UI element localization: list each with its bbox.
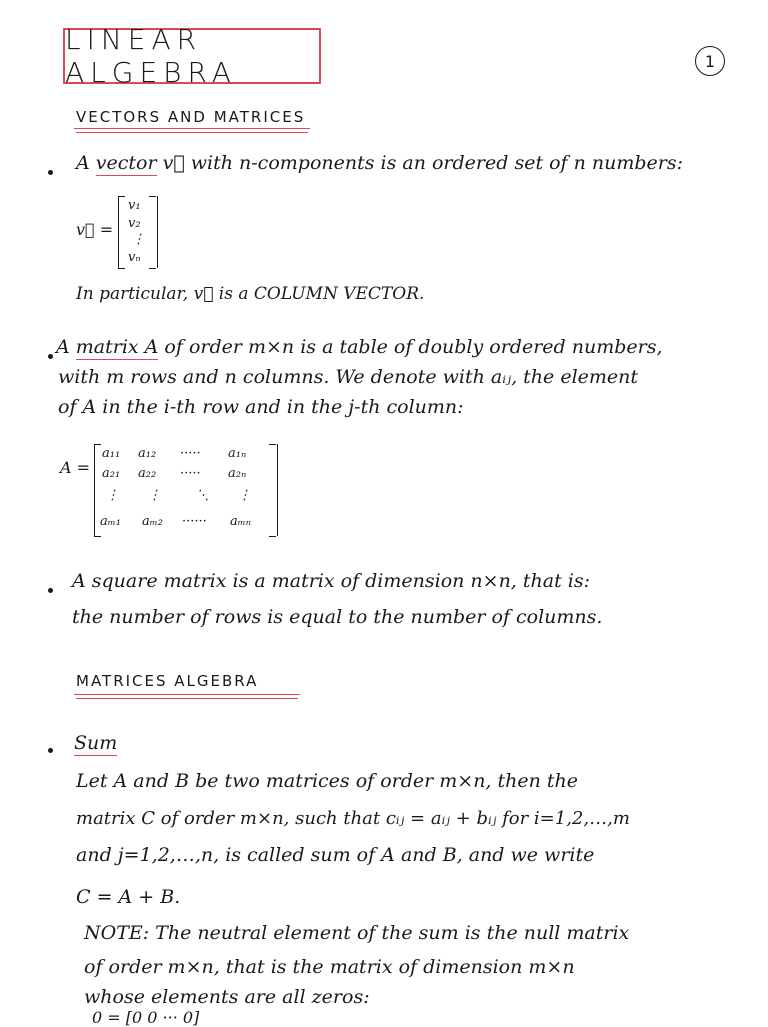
matrix-cell: ⋱ <box>196 488 209 503</box>
bullet <box>48 354 53 359</box>
sum-line-3: and j=1,2,…,n, is called sum of A and B, and we write <box>76 844 595 866</box>
matrix-definition-line-1 <box>56 336 663 358</box>
section-heading-algebra: MATRICES ALGEBRA <box>76 672 259 690</box>
matrix-cell: aₘ₂ <box>142 514 163 529</box>
title-box <box>63 23 321 89</box>
note-line-3: whose elements are all zeros: <box>84 986 370 1008</box>
matrix-cell: a₂ₙ <box>228 466 247 481</box>
note-line-2: of order m×n, that is the matrix of dimension m×n <box>84 956 575 978</box>
matrix-cell: aₘ₁ <box>100 514 121 529</box>
matrix-definition-line-2: with m rows and n columns. We denote with aᵢⱼ, the element <box>58 366 639 388</box>
text-fragment: A <box>76 152 96 174</box>
matrix-cell: aₘₙ <box>230 514 251 529</box>
matrix-cell: a₁₂ <box>138 446 157 461</box>
matrix-cell: a₂₂ <box>138 466 157 481</box>
bracket-tick <box>269 444 276 445</box>
bracket-tick <box>269 536 276 537</box>
bracket-tick <box>149 196 156 197</box>
page-title: LINEAR ALGEBRA <box>65 23 237 89</box>
matrix-definition-line-3: of A in the i-th row and in the j-th column: <box>58 396 464 418</box>
matrix-cell: a₁₁ <box>102 446 121 461</box>
text-fragment: with n-components is an ordered set of n numbers: <box>184 152 684 174</box>
sum-line-1: Let A and B be two matrices of order m×n, then the <box>76 770 579 792</box>
matrix-cell: ⋮ <box>148 488 161 503</box>
vector-entry: ⋮ <box>132 232 145 247</box>
square-matrix-line-1: A square matrix is a matrix of dimension n×n, that is: <box>72 570 590 592</box>
heading-underline-2 <box>76 698 298 699</box>
matrix-cell: ⋮ <box>106 488 119 503</box>
sum-term: Sum <box>74 732 118 754</box>
bullet <box>48 170 53 175</box>
vector-symbol: v⃗ <box>162 152 185 174</box>
bullet <box>48 588 53 593</box>
bracket-tick <box>94 444 101 445</box>
heading-underline-2 <box>76 132 308 133</box>
page-number-badge <box>695 46 725 76</box>
text-fragment: of order m×n is a table of doubly ordered numbers, <box>158 336 663 358</box>
null-matrix: 0 = [0 0 ··· 0] <box>92 1008 200 1027</box>
vector-label: v⃗ = <box>76 220 114 239</box>
matrix-label: A = <box>60 458 91 477</box>
vector-definition <box>76 152 683 174</box>
text-fragment: A <box>56 336 76 358</box>
matrix-cell: ······ <box>182 514 207 529</box>
vector-entry: v₂ <box>128 216 141 231</box>
matrix-cell: ····· <box>180 466 201 481</box>
vector-term: vector <box>95 152 157 174</box>
vector-entry: vₙ <box>128 250 141 265</box>
bracket-tick <box>118 196 125 197</box>
column-vector-note: In particular, v⃗ is a COLUMN VECTOR. <box>76 284 425 304</box>
matrix-cell: ⋮ <box>238 488 251 503</box>
page-number: 1 <box>704 51 716 71</box>
bullet <box>48 748 53 753</box>
matrix-cell: ····· <box>180 446 201 461</box>
subsection-heading-sum <box>74 732 117 754</box>
bracket-tick <box>118 268 125 269</box>
bracket-tick <box>94 536 101 537</box>
note-line-1: NOTE: The neutral element of the sum is the null matrix <box>84 922 630 944</box>
sum-line-2: matrix C of order m×n, such that cᵢⱼ = aᵢⱼ + bᵢⱼ for i=1,2,…,m <box>76 808 630 829</box>
matrix-term: matrix A <box>75 336 159 358</box>
heading-underline <box>74 694 300 695</box>
sum-line-4: C = A + B. <box>76 886 181 908</box>
section-heading-vectors: VECTORS AND MATRICES <box>76 108 306 126</box>
bracket-tick <box>149 268 156 269</box>
heading-underline <box>74 128 310 129</box>
square-matrix-line-2: the number of rows is equal to the number of columns. <box>72 606 603 628</box>
matrix-cell: a₁ₙ <box>228 446 247 461</box>
matrix-cell: a₂₁ <box>102 466 121 481</box>
vector-entry: v₁ <box>128 198 141 213</box>
